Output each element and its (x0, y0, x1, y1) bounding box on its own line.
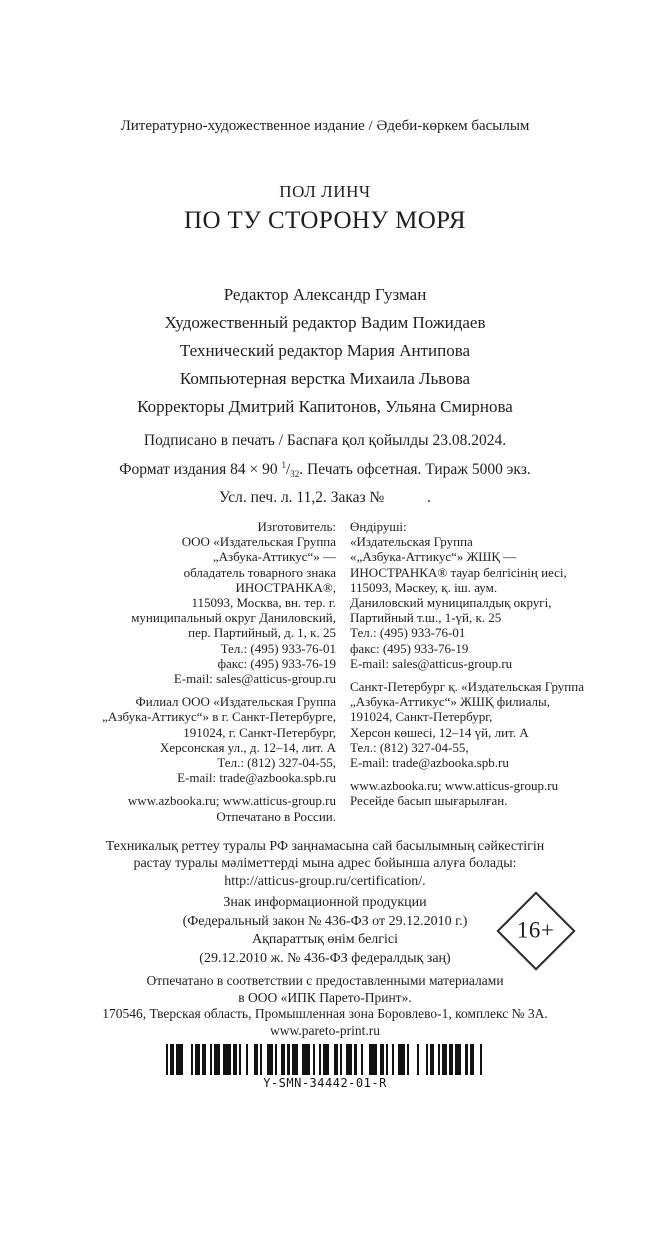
age-info-text (183, 894, 468, 968)
producer-line: Партийный т.ш., 1-үй, к. 25 (350, 610, 502, 626)
age-info-line: (Федеральный закон № 436-ФЗ от 29.12.2010 г.) (182, 913, 468, 929)
producer-branch-ru (84, 694, 336, 785)
producer-footer-kz (350, 778, 602, 808)
producer-footer-ru (84, 793, 336, 823)
credit-line: Художественный редактор Вадим Пожидаев (164, 313, 486, 332)
printer-line: Отпечатано в соответствии с предоставленными материалами (146, 973, 504, 989)
producer-line: Херсон көшесі, 12–14 үй, лит. А (350, 724, 529, 740)
producer-line: Тел.: (812) 327-04-55, (217, 755, 336, 771)
barcode-bar (223, 1044, 231, 1075)
producer-line: факс: (495) 933-76-19 (350, 640, 469, 656)
producer-line: E-mail: sales@atticus-group.ru (173, 671, 336, 687)
imprint-order-line: Усл. печ. л. 11,2. Заказ № . (219, 489, 431, 506)
barcode-bar (302, 1044, 310, 1075)
producer-line: Филиал ООО «Издательская Группа (135, 694, 336, 710)
producer-main-ru (84, 519, 340, 687)
age-rating-badge (496, 892, 575, 971)
producer-line: ИНОСТРАНКА® тауар белгісінің иесі, (350, 564, 567, 580)
producer-line: Санкт-Петербург қ. «Издательская Группа (350, 679, 584, 695)
producer-line: 191024, г. Санкт-Петербург, (183, 724, 336, 740)
imprint-block (0, 429, 650, 510)
barcode (166, 1044, 484, 1075)
producer-line: Тел.: (812) 327-04-55, (350, 739, 469, 755)
age-info-line: (29.12.2010 ж. № 436-ФЗ федералдық заң) (199, 950, 451, 966)
producer-line: 115093, Мәскеу, қ. іш. аум. (350, 579, 498, 595)
producer-line: факс: (495) 933-76-19 (217, 655, 336, 671)
producer-column-kazakh (350, 519, 602, 824)
producer-line: «Издательская Группа (350, 534, 473, 550)
author-name: ПОЛ ЛИНЧ (279, 182, 371, 201)
producer-line: Ресейде басып шығарылған. (350, 793, 508, 809)
producer-line: E-mail: trade@azbooka.spb.ru (177, 770, 336, 786)
producer-line: www.azbooka.ru; www.atticus-group.ru (127, 793, 336, 809)
producer-line: „Азбука-Аттикус“» ЖШҚ филиалы, (350, 694, 550, 710)
printer-block (0, 973, 650, 1039)
barcode-section (0, 1044, 650, 1090)
producer-line: Отпечатано в России. (216, 808, 336, 824)
producer-line: Херсонская ул., д. 12–14, лит. А (159, 739, 336, 755)
certification-line: растау туралы мәліметтерді мына адрес бойынша алуға болады: (133, 856, 517, 872)
printer-line: www.pareto-print.ru (269, 1022, 381, 1038)
printer-line: в ООО «ИПК Парето-Принт». (238, 989, 412, 1005)
producer-line: обладатель товарного знака ИНОСТРАНКА®, (183, 564, 340, 595)
format-denominator: 32 (290, 469, 300, 479)
certification-note (0, 838, 650, 891)
producer-line: «„Азбука-Аттикус“» ЖШҚ — (350, 549, 517, 565)
producer-line: Өндіруші: (350, 519, 407, 534)
barcode-space (409, 1044, 417, 1075)
format-slash: / (285, 461, 291, 478)
barcode-label: Y-SMN-34442-01-R (263, 1076, 387, 1091)
producer-columns (18, 519, 650, 824)
producer-main-kz (350, 519, 602, 671)
credit-line: Корректоры Дмитрий Капитонов, Ульяна Смирнова (137, 397, 513, 416)
barcode-space (482, 1044, 484, 1075)
producer-line: 191024, Санкт-Петербург, (350, 709, 493, 725)
producer-branch-kz (350, 679, 602, 770)
printer-line: 170546, Тверская область, Промышленная зона Боровлево-1, комплекс № 3А. (102, 1006, 548, 1022)
format-numerator: 1 (281, 460, 286, 470)
format-suffix: . Печать офсетная. Тираж 5000 экз. (299, 461, 531, 478)
format-prefix: Формат издания 84 × 90 (119, 461, 282, 478)
age-rating-label: 16+ (517, 918, 555, 944)
certification-line: http://atticus-group.ru/certification/. (224, 873, 426, 889)
book-title: ПО ТУ СТОРОНУ МОРЯ (183, 207, 466, 234)
producer-line: Изготовитель: (257, 519, 336, 534)
edition-note: Литературно-художественное издание / Әдеби-көркем басылым (120, 118, 530, 134)
age-info-line: Ақпараттық өнім белгісі (251, 932, 399, 948)
imprint-signed-line: Подписано в печать / Баспаға қол қойылды 23.08.2024. (143, 432, 507, 449)
producer-line: Тел.: (495) 933-76-01 (220, 640, 336, 656)
producer-line: муниципальный округ Даниловский, (131, 610, 336, 626)
producer-line: Тел.: (495) 933-76-01 (350, 625, 466, 641)
barcode-bar (369, 1044, 377, 1075)
certification-line: Техникалық реттеу туралы РФ заңнамасына сай басылымның сәйкестігін (105, 838, 545, 854)
credit-line: Технический редактор Мария Антипова (179, 341, 471, 360)
producer-line: E-mail: trade@azbooka.spb.ru (350, 755, 509, 771)
producer-line: „Азбука-Аттикус“» в г. Санкт-Петербурге, (102, 709, 336, 725)
age-info-section (0, 894, 650, 968)
producer-column-russian (84, 519, 340, 824)
producer-line: 115093, Москва, вн. тер. г. (191, 595, 336, 611)
producer-line: Даниловский муниципалдық округі, (350, 595, 552, 611)
producer-line: www.azbooka.ru; www.atticus-group.ru (350, 778, 559, 794)
credit-line: Компьютерная верстка Михаила Львова (179, 369, 471, 388)
credits-list (0, 281, 650, 421)
credit-line: Редактор Александр Гузман (223, 285, 427, 304)
imprint-format-line (0, 453, 650, 486)
producer-line: пер. Партийный, д. 1, к. 25 (188, 625, 336, 641)
age-info-line: Знак информационной продукции (223, 895, 427, 911)
producer-line: ООО «Издательская Группа (181, 534, 336, 550)
producer-line: „Азбука-Аттикус“» — (212, 549, 336, 565)
barcode-space (183, 1044, 191, 1075)
producer-line: E-mail: sales@atticus-group.ru (350, 655, 513, 671)
